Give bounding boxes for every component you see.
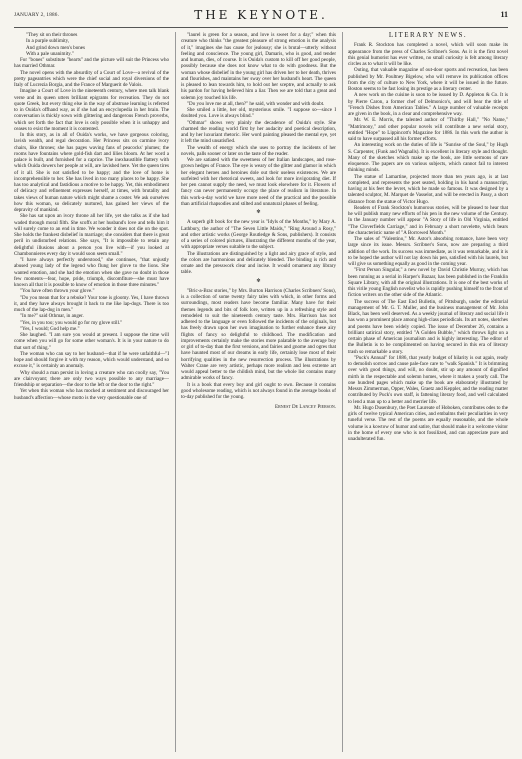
paragraph: The statue of Lamartine, projected more than ten years ago, is at last completed, and represents the poet seated, holding in his hand a manuscript, having at his feet the levret, which he made so famous. It was designed by a talented sculptor, M. Marquet de Vasselot, and will be erected in Passy, a short distance from the statue of Victor Hugo. [348, 173, 508, 205]
poem-line: With a pale unanimity." [26, 50, 74, 57]
paragraph: "I have always perfectly understood," she continues, "that unjustly abused young lady of the legend who flung her glove to the lions. She wanted emotion, and she had the emotion when she gave no doubt in those few moments—fear, hope, pride, triumph, discomfiture—she must have known all that it is possible to know of emotion in those three minutes." [14, 257, 169, 288]
paragraph: A superb gift book for the new year is "Idyls of the Months," by Mary A. Lathbury, the author of "The Seven Little Maids," "Ring Around a Rosy," and other artistic works (George Routledge & Sons, publishers). It consists of a series of colored pictures, illustrating the different months of the year, with appropriate verses suitable to the subject. [181, 219, 336, 251]
column-2 [181, 32, 336, 752]
paragraph: A new work on the cuisine is soon to be issued by D. Appleton & Co. It is by Pierre Caron, a former chef of Delmonico's, and will bear the title of "French Dishes from American Tables." A large number of valuable receipts are given in the book, in a clear and comprehensive way. [348, 92, 508, 117]
paragraph: "Puck's Annual" for 1886, that yearly budget of hilarity is out again, ready to demolish sorrow and cause pale-face care to "walk Spanish." It is brimming over with good things, and will, no doubt, stir up any amount of dignified mirth in the respectable and solemn homes, where it makes a yearly call. The one hundred pages which make up the book are elaborately illustrated by Messrs Zimmerman, Opper, Wales, Graetz and Keppler, and the reading matter contributed by Puck's own staff, is fattening literary food, and well calculated to lend a man up to a better and merrier life. [348, 354, 508, 405]
paragraph: "Yes, I would; God help me." [20, 325, 80, 332]
header-rule [14, 27, 508, 28]
paragraph: Imagine a Court of Love in the nineteenth century, where men talk blank verse and its queen utters brilliant epigrams for recreation. They do not quote Greek, but every thing else in the way of abstruse learning is referred to in Ouida's offhand way, as if she had an encyclopedia in her brain. The conversation is thickly sown with glittering and dangerous French proverbs, which set forth the fact that love is only possible when it is unhappy and ceases to exist the moment it is contented. [14, 88, 169, 132]
paragraph: Outing, that valuable magazine of out-door sports and recreation, has been published by Mr. Poultney Bigelow, who will remove its publication offices from the city of culture to New York, where it will be issued in the future. Boston seems to be fast losing its prestige as a literary center. [348, 67, 508, 92]
paragraph: "Do you mean that for a rebuke? Your tone is gloomy. Yes, I have thrown it, and they have always brought it back to me like lap-dogs. There is too much of the lap-dog in men." [14, 294, 169, 313]
paragraph: The novel opens with the absurdity of a Court of Love—a revival of the pretty pageantries which were the chief social and royal diversions of the Italy of Lucrezia Borgia, and the France of Marguerit de Valois. [14, 69, 169, 88]
masthead [14, 8, 508, 26]
poem-line: And grind down men's bones [26, 44, 85, 51]
paragraph: Mr. Hugo Dusenbury, the Poet Laureate of Hoboken, contributes odes to the girls of twelve typical American cities, and embalms their peculiarities in very tuneful verse. The rest of the poems are equally reasonable, and the whole volume is a kowtow of humor and satire, that should make it a welcome visitor in the home of every one who is not fossilized, and can appreciate pure and unadulterated fun. [348, 404, 508, 442]
paragraph: "Do you love me at all, then?" he said, with wonder and with doubt. [187, 100, 325, 107]
paragraph: She smiled a little, her old, mysterious smile. "I suppose so—since I doubted you. Love is always blind." [181, 107, 336, 120]
column-divider [342, 32, 343, 752]
paragraph: "In me?" said Othmar, in anger. [20, 313, 84, 320]
paragraph: Mr. W. E. Morris, the talented author of "Thirlby Hall," "No Name," "Matrimony," and other popular novels will contribute a new serial story, entitled "Hope" to Lippincott's Magazine for 1886. In this work the author is said to have surpassed all his former efforts. [348, 117, 508, 142]
column-1 [14, 32, 169, 752]
paragraph: She has sat upon an ivory throne all her life, yet she talks as if she had waded through moral filth. She scoffs at her husband's love and tells him it will surely come to an end in time. We wonder it does not die on the spot. She holds the frankest disbelief in marriage; she considers that there is great peril in undisturbed relations. She says, "It is impossible to retain any delightful illusions about a person you live with—if you looked at Chambonnieres every day it would soon seem small." [14, 213, 169, 257]
paragraph: Frank R. Stockton has completed a novel, which will soon make its appearance from the press of Charles Scribner's Sons. As it is the first novel this genial humorist has ever written, no small curiosity is felt among literary circles as to what it will be like. [348, 42, 508, 67]
paragraph: "Yes, in you too; you would go for my glove still." [20, 319, 123, 326]
paragraph: "You have often thrown your glove." [20, 288, 95, 295]
paragraph: "laurel is green for a season, and love is sweet for a day;" when this creature who thinks "the greatest pleasure of strong emotion is the analysis of it," imagines she has cause for jealousy; she is brutal—utterly without feeling and conscience. The young girl, Damaris, who is good, and tender and human, dies, of course. It is Ouida's custom to kill off her good people, possibly because she does not know what to do with goodness. But the woman whose disbelief in the young girl has driven her to her death, thrives and flourishes, and maintains her sway over her husband's heart. The queen is pleased to lean towards him, to hold out her sceptre, and actually to ask his pardon for having believed him a liar. Then we are told that a great and solemn joy touched his life. [181, 32, 336, 101]
paragraph: The success of The East End Bulletin, of Pittsburgh, under the editorial management of Mr. G. T. Muller, and the business management of Mr. John Black, has been well deserved. As a weekly journal of literary and social life it has won a prominent place among high-class periodicals. Its art notes, sketches and poems have been widely copied. The issue of December 26, contains a brilliant satirical story, entitled "A Golden Bubble," which throws light on a certain phase of American journalism and is highly interesting. The editor of the Bulletin is to be complimented on having secured in this era of literary trash so remarkable a story. [348, 298, 508, 355]
section-separator: ✻ [256, 278, 261, 284]
paragraph: "First Person Singular," a new novel by David Christie Murray, which has been running as a serial in Harper's Bazaar, has been published in the Franklin Square Library, with all the original illustrations. It is one of the best works of this virile young English novelist who is rapidly pushing himself to the front of fiction writers on the other side of the Atlantic. [348, 267, 508, 299]
column-divider [175, 32, 176, 752]
paragraph: For "bones" substitute "hearts" and the picture will suit the Princess who has married Othmar. [14, 57, 169, 70]
paragraph: The wealth of energy which she uses to portray the incidents of her novels, palls sooner or later on the taste of the reader. [181, 144, 336, 157]
section-separator: ✻ [256, 210, 261, 215]
paragraph: Why should a man persist in loving a creature who can coolly say, "You are clairvoyant; there are only two ways possible to any marriage—friendship or separation—the door to the left or the door to the right." [14, 369, 169, 388]
paragraph: "Bric-a-Brac stories," by Mrs. Burton Harrison (Charles Scribners' Sons), is a collection of some twenty fairy tales with which, in other forms and surroundings, most readers have become familiar. Many have for their themes legends and bits of folk lore, written up in a refreshing style and remodeled to suit the nineteenth century taste. Mrs. Harrison has not adhered to the language or even followed the incidents of the originals, but has freely drawn upon her own imagination to further enhance these airy flights of fancy so delightful to childhood. The modification and improvements certainly make the stories more palatable to the average boy or girl of to-day than the first versions, and fairies and gnome and ogres that have haunted most of our dreams in early life, certainly lose most of their horrifying qualities in the new resurrection process. The illustrations by Walter Crane are very artistic, perhaps more realism and less extreme art would appeal better to the childish mind, but the whole list contains many admirable works of fancy. [181, 287, 336, 382]
paragraph: An interesting work on the duties of life is "Sunrise of the Soul," by Hugh S. Carpenter, (Funk and Wagnalls). It is excellent in literary style and thought. Many of the sketches which make up the book, are little sermons of rare eloquence. The papers are on various subjects, which cannot fail to interest thinking minds. [348, 142, 508, 174]
paragraph: "Othmar" shows very plainly the decadence of Ouida's style. She charmed the reading world first by her audacity and poetical description, and by her luxuriant rhetoric. Her word painting pleased the mental eye, yet it left the mind unsatisfied. [181, 119, 336, 145]
paragraph: Readers of Frank Stockton's humorous stories, will be pleased to hear that he will publish many new efforts of his pen in the new volume of the Century. In the January number will appear "A Story of life in Old Virginia, entitled "The Cloverfields Carriage," and in February a short novelette, which bears the characteristic name of "A Borrowed Month." [348, 204, 508, 236]
paragraph: Yet when this woman who has mocked at sentiment and discouraged her husband's affection—whose motto is the very questionable one of [14, 388, 169, 401]
poem-line: "They sit on their thrones [26, 32, 78, 38]
column-3 [348, 32, 508, 752]
page-number: 11 [500, 10, 508, 19]
paragraph: She laughed. "I am sure you would at present. I suppose the time will come when you will go for some other woman's. It is in your nature to do that sort of thing." [14, 332, 169, 351]
paragraph: The sales of "Valentino," Mr. Astor's absorbing romance, have been very large since its issue. Messrs. Scribner's Sons, now are preparing a third addition of the work. Its success was immediate, as it was remarkable, and it is to be hoped the author will not lay down his pen, satisfied with his laurels, but will give us something equally as good in the coming year. [348, 236, 508, 267]
paragraph: In this story, as in all of Ouida's works, we have gorgeous coloring, lavish wealth, and regal decoration. Her Princess sits on carmine ivory chairs, like thrones; she has pages waving fans of peacocks' plumes; the rooms have fountains where gold-fish dart and lilies bloom. At her word a palace is built, and furnished for a caprice. The inexhaustible flattery with which Ouida dowers her people at will, are lavished here. Yet the queen tires of it all. She is not satisfied to be happy; and the love of home is incomprehensible to her. She has lived in too many places to be happy. She has too analytical and fastidious a motive to be happy. Yet, this embodiment of delicacy and refinement expresses herself, at times, with brutality and takes views of human nature which might shame a coster. We ask ourselves how this woman, so delicately nurtured, has gained her views of the depravity of mankind. [14, 132, 169, 213]
paragraph: The woman who can say to her husband—that if he were unfaithful—"I hope and should forgive it with my reason, which would understand, and so excuse it," is certainly an anomaly. [14, 350, 169, 370]
poem-line: In a purple sublimity, [26, 38, 70, 45]
paragraph: It is a book that every boy and girl ought to own. Because it contains good wholesome reading, which is not always found in the average books of to-day published for the young. [181, 381, 336, 400]
newspaper-title: THE KEYNOTE. [194, 8, 328, 22]
paragraph: The illustrations are distinguished by a light and airy grace of style, and the colors are harmonious and delicately blended. The binding is rich and ornate and the presswork clear and incise. It would ornament any library table. [181, 250, 336, 276]
author-signature: Ernest De Lancey Pierson. [275, 404, 336, 411]
issue-date: JANUARY 2, 1886. [14, 12, 60, 18]
section-title: LITERARY NEWS. [388, 32, 468, 39]
paragraph: We are satiated with the sweetness of her Italian landscapes, and rose-grown hedges of France. The eye is weary of the glitter and glamor in which her elegant heroes and heroines dole out their useless existences. We are surfeited with her rhetorical sweets, and look for more invigorating diet. If her pen cannot supply the need, we must look elsewhere for it. Flowers of fancy can never permanently occupy the place of realism in literature. In this work-a-day world we have more need of the practical and the possible than artificial rhapsodies and stilted and unnatural phases of feeling. [181, 157, 336, 207]
